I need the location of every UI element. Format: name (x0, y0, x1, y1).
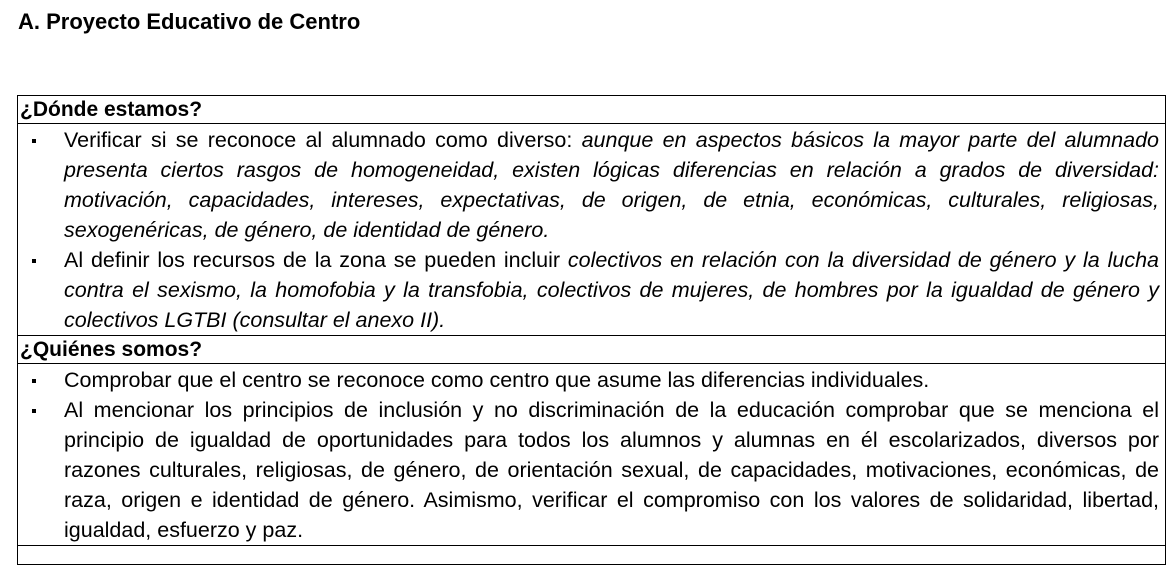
document-title: A. Proyecto Educativo de Centro (18, 9, 361, 34)
list-item-italic-text: aunque en aspectos básicos la mayor parte del alumnado presenta ciertos rasgos de homogeneidad, existen lógicas diferencias en relación a grados de diversidad: motivación, capacidades, intereses, expectativas, de origen, de etnia, económicas, culturales, religiosas, sexogenéricas, de género, de identidad de género. (64, 128, 1159, 242)
section-body-donde-estamos (18, 124, 1165, 336)
list-item-text: Al definir los recursos de la zona se pueden incluir (64, 248, 568, 272)
section-body-quienes-somos (18, 364, 1165, 546)
list-item-text: Comprobar que el centro se reconoce como centro que asume las diferencias individuales. (64, 368, 930, 392)
list-item-text: Al mencionar los principios de inclusión y no discriminación de la educación comprobar que se menciona el principio de igualdad de oportunidades para todos los alumnos y alumnas en él escolarizados, diversos por razones culturales, religiosas, de género, de orientación sexual, de capacidades, motivaciones, económicas, de raza, origen e identidad de género. Asimismo, verificar el compromiso con los valores de solidaridad, libertad, igualdad, esfuerzo y paz. (64, 398, 1159, 542)
section-heading-donde-estamos: ¿Dónde estamos? (18, 96, 1165, 124)
content-table (17, 95, 1166, 565)
list-item-text: Verificar si se reconoce al alumnado como diverso: (64, 128, 582, 152)
list-item (18, 125, 1159, 245)
list-item (18, 365, 1159, 395)
section-heading-quienes-somos: ¿Quiénes somos? (18, 336, 1165, 364)
list-item (18, 395, 1159, 545)
list-item (18, 245, 1159, 335)
list-item-italic-text: colectivos en relación con la diversidad de género y la lucha contra el sexismo, la homofobia y la transfobia, colectivos de mujeres, de hombres por la igualdad de género y colectivos LGTBI (consultar el anexo II). (64, 248, 1159, 332)
